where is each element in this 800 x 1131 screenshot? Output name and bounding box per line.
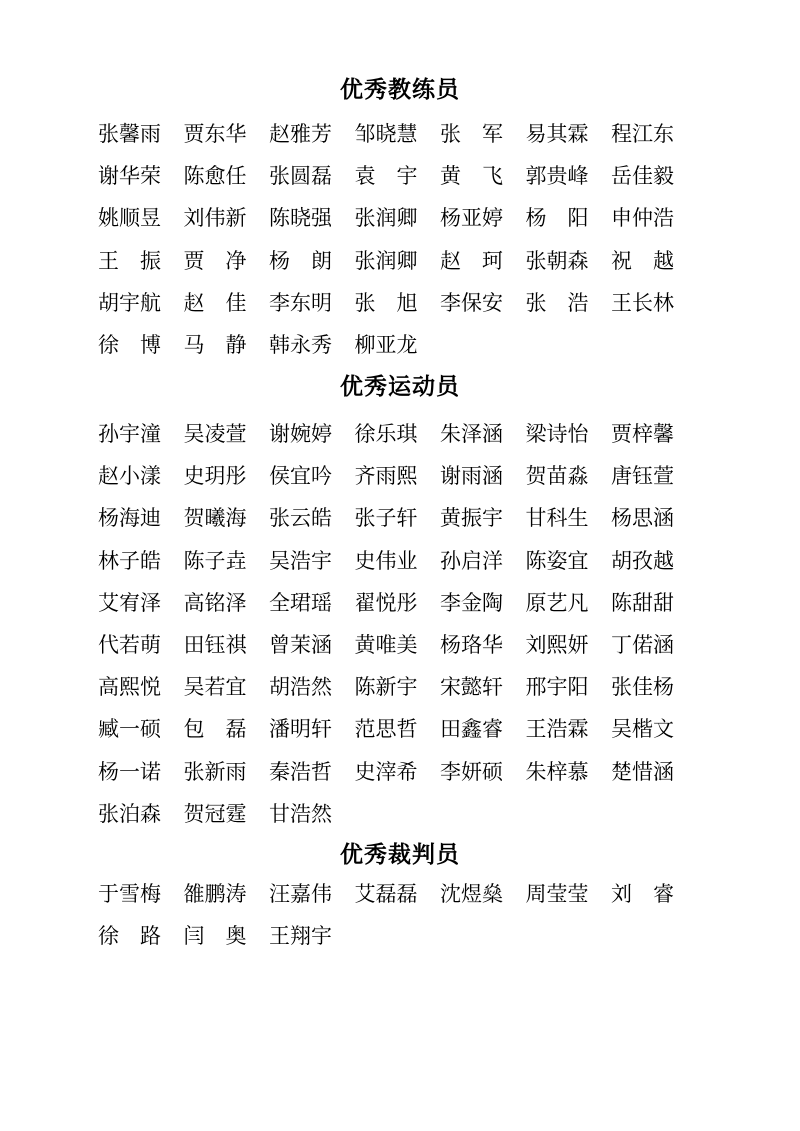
name-entry: 张子轩: [354, 506, 418, 531]
name-entry: 汪嘉伟: [269, 882, 332, 907]
name-entry: 高熙悦: [98, 675, 161, 700]
name-entry: 贺冠霆: [183, 801, 247, 826]
name-entry: 杨阳: [525, 206, 589, 231]
name-entry: 柳亚龙: [354, 333, 418, 358]
name-entry: 王浩霖: [525, 717, 589, 742]
name-entry: 侯宜吟: [269, 464, 332, 489]
name-entry: 赵珂: [440, 248, 503, 273]
name-entry: 代若萌: [98, 633, 161, 658]
name-entry: 谢婉婷: [269, 422, 332, 447]
name-entry: 丁偌涵: [611, 633, 674, 658]
name-entry: 贺苗淼: [525, 464, 589, 489]
name-entry: 赵雅芳: [269, 122, 332, 147]
referee-name-list: [98, 873, 698, 957]
name-entry: 袁宇: [354, 164, 418, 189]
name-entry: 孙启洋: [440, 548, 503, 573]
name-entry: 陈愈任: [183, 164, 247, 189]
name-entry: 黄飞: [440, 164, 503, 189]
name-entry: 谢华荣: [98, 164, 161, 189]
section-title-referees: 优秀裁判员: [340, 841, 460, 868]
name-entry: 陈甜甜: [611, 590, 674, 615]
name-entry: 杨一诺: [98, 759, 161, 784]
name-entry: 贾梓馨: [611, 422, 674, 447]
name-entry: 张润卿: [354, 206, 418, 231]
coach-name-list: [98, 113, 698, 366]
name-entry: 全珺瑶: [269, 590, 332, 615]
name-entry: 申仲浩: [611, 206, 674, 231]
name-entry: 赵佳: [183, 290, 247, 315]
name-entry: 贾净: [183, 248, 247, 273]
name-entry: 艾宥泽: [98, 590, 161, 615]
name-entry: 吴楷文: [611, 717, 674, 742]
name-entry: 吴浩宇: [269, 548, 332, 573]
name-entry: 唐钰萱: [611, 464, 674, 489]
name-entry: 吴若宜: [183, 675, 247, 700]
name-entry: 马静: [183, 333, 247, 358]
name-entry: 陈新宇: [354, 675, 418, 700]
name-entry: 艾磊磊: [354, 882, 418, 907]
name-entry: 陈晓强: [269, 206, 332, 231]
name-entry: 潘明轩: [269, 717, 332, 742]
name-entry: 齐雨熙: [354, 464, 418, 489]
section-title-athletes: 优秀运动员: [340, 373, 460, 400]
name-entry: 王长林: [611, 290, 674, 315]
name-entry: 田鑫睿: [440, 717, 503, 742]
name-entry: 杨海迪: [98, 506, 161, 531]
name-entry: 邹晓慧: [354, 122, 418, 147]
name-entry: 程江东: [611, 122, 674, 147]
name-entry: 李东明: [269, 290, 332, 315]
name-entry: 张泊森: [98, 801, 161, 826]
name-entry: 王振: [98, 248, 161, 273]
name-entry: 张新雨: [183, 759, 247, 784]
name-entry: 贾东华: [183, 122, 247, 147]
name-entry: 李妍硕: [440, 759, 503, 784]
name-entry: 刘伟新: [183, 206, 247, 231]
name-entry: 张云皓: [269, 506, 332, 531]
name-entry: 陈子垚: [183, 548, 247, 573]
name-entry: 楚惜涵: [611, 759, 674, 784]
name-entry: 吴凌萱: [183, 422, 247, 447]
name-entry: 杨思涵: [611, 506, 674, 531]
name-entry: 张佳杨: [611, 675, 674, 700]
name-entry: 周莹莹: [525, 882, 589, 907]
name-entry: 胡孜越: [611, 548, 674, 573]
name-entry: 史伟业: [354, 548, 418, 573]
name-entry: 邢宇阳: [525, 675, 589, 700]
name-entry: 沈煜燊: [440, 882, 503, 907]
name-entry: 雒鹏涛: [183, 882, 247, 907]
name-entry: 郭贵峰: [525, 164, 589, 189]
name-entry: 翟悦彤: [354, 590, 418, 615]
name-entry: 韩永秀: [269, 333, 332, 358]
name-entry: 张馨雨: [98, 122, 161, 147]
name-entry: 胡浩然: [269, 675, 332, 700]
name-entry: 宋懿轩: [440, 675, 503, 700]
name-entry: 黄唯美: [354, 633, 418, 658]
name-entry: 杨朗: [269, 248, 332, 273]
name-entry: 张朝森: [525, 248, 589, 273]
name-entry: 岳佳毅: [611, 164, 674, 189]
name-entry: 秦浩哲: [269, 759, 332, 784]
name-entry: 张军: [440, 122, 503, 147]
name-entry: 徐路: [98, 924, 161, 949]
section-title-coaches: 优秀教练员: [340, 76, 460, 103]
name-entry: 高铭泽: [183, 590, 247, 615]
name-entry: 李保安: [440, 290, 503, 315]
name-entry: 刘睿: [611, 882, 674, 907]
name-entry: 谢雨涵: [440, 464, 503, 489]
name-entry: 林子皓: [98, 548, 161, 573]
name-entry: 张旭: [354, 290, 418, 315]
athlete-name-list: [98, 413, 698, 835]
name-entry: 杨亚婷: [440, 206, 503, 231]
name-entry: 梁诗怡: [525, 422, 589, 447]
name-entry: 黄振宇: [440, 506, 503, 531]
name-entry: 于雪梅: [98, 882, 161, 907]
name-entry: 史玥彤: [183, 464, 247, 489]
name-entry: 徐博: [98, 333, 161, 358]
name-entry: 史滓希: [354, 759, 418, 784]
name-entry: 孙宇潼: [98, 422, 161, 447]
name-entry: 包磊: [183, 717, 247, 742]
name-entry: 臧一硕: [98, 717, 161, 742]
name-entry: 陈姿宜: [525, 548, 589, 573]
name-entry: 祝越: [611, 248, 674, 273]
name-entry: 甘浩然: [269, 801, 332, 826]
name-entry: 张润卿: [354, 248, 418, 273]
name-entry: 徐乐琪: [354, 422, 418, 447]
name-entry: 张圆磊: [269, 164, 332, 189]
name-entry: 杨珞华: [440, 633, 503, 658]
name-entry: 易其霖: [525, 122, 589, 147]
name-entry: 原艺凡: [525, 590, 589, 615]
name-entry: 闫奥: [183, 924, 247, 949]
name-entry: 曾茉涵: [269, 633, 332, 658]
name-entry: 朱梓慕: [525, 759, 589, 784]
name-entry: 姚顺昱: [98, 206, 161, 231]
name-entry: 胡宇航: [98, 290, 161, 315]
name-entry: 刘熙妍: [525, 633, 589, 658]
name-entry: 甘科生: [525, 506, 589, 531]
name-entry: 王翔宇: [269, 924, 332, 949]
name-entry: 李金陶: [440, 590, 503, 615]
name-entry: 田钰祺: [183, 633, 247, 658]
name-entry: 赵小漾: [98, 464, 161, 489]
name-entry: 范思哲: [354, 717, 418, 742]
name-entry: 张浩: [525, 290, 589, 315]
name-entry: 贺曦海: [183, 506, 247, 531]
name-entry: 朱泽涵: [440, 422, 503, 447]
